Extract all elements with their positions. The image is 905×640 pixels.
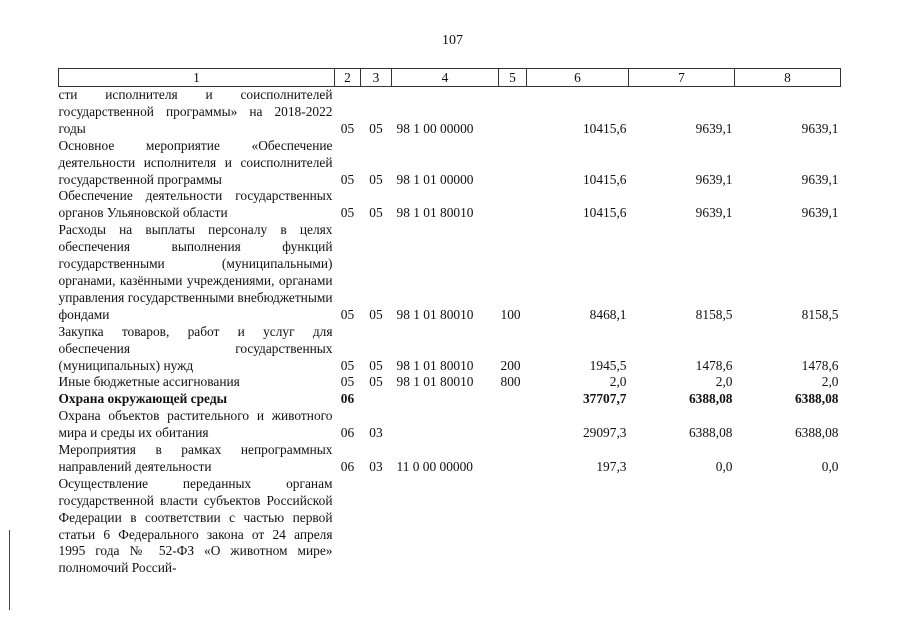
table-row	[59, 222, 841, 323]
row-amount-8: 9639,1	[801, 120, 839, 136]
table-row	[59, 188, 841, 222]
page-number: 107	[442, 33, 463, 48]
row-amount-6: 197,3	[596, 458, 627, 474]
row-subsection	[361, 391, 392, 408]
row-subsection: 05	[369, 357, 383, 373]
row-target-code	[392, 476, 499, 577]
header-row	[59, 69, 841, 87]
row-subsection: 05	[369, 120, 383, 136]
col-header-6: 6	[527, 69, 629, 87]
row-target-code	[392, 408, 499, 442]
row-section: 06	[340, 391, 355, 407]
row-name: Расходы на выплаты персоналу в целях обеспечения выполнения функций государственными (муниципальными) органами, казёнными учреждениями, органами управления государственными внебюджетными фондами	[58, 222, 333, 322]
col-header-7: 7	[629, 69, 735, 87]
row-section	[335, 476, 361, 577]
row-name: Закупка товаров, работ и услуг для обеспечения государственных (муниципальных) нужд	[58, 323, 333, 373]
col-header-2: 2	[335, 69, 361, 87]
row-subsection: 05	[369, 171, 383, 187]
row-amount-6: 37707,7	[582, 391, 627, 407]
row-expense-type	[499, 442, 527, 476]
row-amount-6: 8468,1	[589, 306, 627, 322]
row-amount-6: 10415,6	[582, 120, 627, 136]
row-amount-6	[527, 476, 629, 577]
row-name: Иные бюджетные ассигнования	[58, 374, 240, 390]
row-expense-type	[499, 476, 527, 577]
table-row	[59, 476, 841, 577]
row-subsection: 03	[369, 458, 383, 474]
row-target-code: 98 1 01 80010	[396, 357, 474, 373]
margin-line	[9, 530, 10, 610]
row-expense-type	[499, 138, 527, 189]
row-amount-7: 6388,08	[688, 391, 733, 407]
row-amount-7	[629, 476, 735, 577]
col-header-8: 8	[735, 69, 841, 87]
row-expense-type	[499, 87, 527, 138]
row-section: 05	[340, 205, 355, 221]
table-row	[59, 324, 841, 375]
row-expense-type	[499, 188, 527, 222]
row-subsection: 05	[369, 374, 383, 390]
row-amount-6: 10415,6	[582, 205, 627, 221]
row-amount-6: 29097,3	[582, 425, 627, 441]
row-section: 05	[340, 357, 355, 373]
row-amount-8: 2,0	[821, 374, 839, 390]
row-subsection: 05	[369, 306, 383, 322]
row-amount-8: 6388,08	[794, 391, 839, 407]
row-name: Обеспечение деятельности государственных органов Ульяновской области	[58, 188, 333, 221]
row-target-code: 98 1 01 80010	[396, 306, 474, 322]
row-amount-7: 6388,08	[688, 425, 733, 441]
row-target-code	[392, 391, 499, 408]
row-amount-6: 10415,6	[582, 171, 627, 187]
table-row	[59, 138, 841, 189]
row-name: Охрана объектов растительного и животного мира и среды их обитания	[58, 408, 333, 441]
row-target-code: 98 1 00 00000	[396, 120, 474, 136]
col-header-3: 3	[361, 69, 392, 87]
row-amount-8: 9639,1	[801, 171, 839, 187]
row-amount-7: 9639,1	[695, 171, 733, 187]
row-section: 05	[340, 171, 355, 187]
row-target-code: 98 1 01 80010	[396, 374, 474, 390]
row-target-code: 11 0 00 00000	[396, 458, 473, 474]
row-amount-8: 9639,1	[801, 205, 839, 221]
row-section: 06	[340, 458, 355, 474]
row-section: 05	[340, 120, 355, 136]
col-header-5: 5	[499, 69, 527, 87]
row-amount-8: 6388,08	[794, 425, 839, 441]
table-row	[59, 442, 841, 476]
row-amount-7: 2,0	[715, 374, 733, 390]
row-amount-8: 0,0	[821, 458, 839, 474]
row-amount-8	[735, 476, 841, 577]
row-amount-7: 0,0	[715, 458, 733, 474]
row-section: 05	[340, 374, 355, 390]
table-row	[59, 374, 841, 391]
row-expense-type	[499, 391, 527, 408]
row-amount-7: 8158,5	[695, 306, 733, 322]
row-expense-type: 800	[500, 374, 521, 390]
row-amount-8: 1478,6	[801, 357, 839, 373]
row-expense-type	[499, 408, 527, 442]
row-name: Основное мероприятие «Обеспечение деятельности исполнителя и соисполнителей государственной программы	[58, 137, 333, 187]
table-row	[59, 87, 841, 138]
row-target-code: 98 1 01 00000	[396, 171, 474, 187]
row-subsection: 05	[369, 205, 383, 221]
row-section: 06	[340, 425, 355, 441]
row-amount-7: 9639,1	[695, 120, 733, 136]
col-header-1: 1	[59, 69, 335, 87]
row-expense-type: 200	[500, 357, 521, 373]
row-section: 05	[340, 306, 355, 322]
row-name: Осуществление переданных органам государственной власти субъектов Российской Федерации в соответствии с частью первой статьи 6 Федерального закона от 24 апреля 1995 года № 52-ФЗ «О животном мире» полномочий Россий-	[58, 475, 333, 576]
row-name: сти исполнителя и соисполнителей государственной программы» на 2018-2022 годы	[58, 87, 333, 136]
row-subsection: 03	[369, 425, 383, 441]
row-subsection	[361, 476, 392, 577]
row-expense-type: 100	[500, 306, 521, 322]
row-target-code: 98 1 01 80010	[396, 205, 474, 221]
row-amount-6: 2,0	[609, 374, 627, 390]
row-name: Охрана окружающей среды	[58, 391, 228, 407]
row-amount-7: 1478,6	[695, 357, 733, 373]
row-name: Мероприятия в рамках непрограммных направлений деятельности	[58, 442, 333, 474]
col-header-4: 4	[392, 69, 499, 87]
row-amount-6: 1945,5	[589, 357, 627, 373]
budget-table	[58, 68, 841, 577]
table-row	[59, 408, 841, 442]
row-amount-7: 9639,1	[695, 205, 733, 221]
row-amount-8: 8158,5	[801, 306, 839, 322]
table-row	[59, 391, 841, 408]
